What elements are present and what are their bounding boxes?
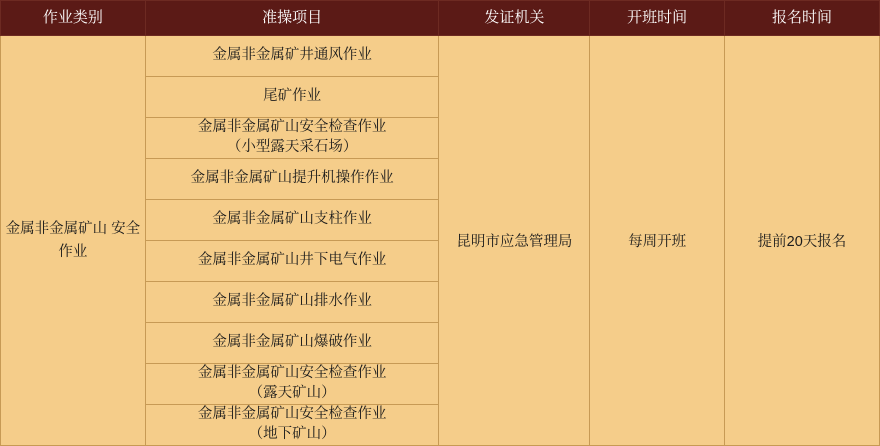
table-header-row	[1, 1, 880, 36]
item-cell	[145, 77, 439, 118]
category-label-line1: 金属非金属矿山	[5, 221, 108, 238]
item-label-line1: 金属非金属矿山安全检查作业	[197, 365, 387, 382]
table-row	[1, 36, 880, 77]
item-cell	[145, 364, 439, 405]
column-header-start-time: 开班时间	[590, 1, 725, 36]
column-header-issuer: 发证机关	[439, 1, 590, 36]
item-cell	[145, 159, 439, 200]
item-label-line1: 尾矿作业	[263, 88, 322, 105]
start-time-cell: 每周开班	[590, 36, 725, 446]
table-body	[1, 36, 880, 446]
table-header	[1, 1, 880, 36]
item-label-line2: （小型露天采石场）	[226, 139, 358, 155]
item-label-line1: 金属非金属矿山支柱作业	[212, 211, 372, 228]
item-cell	[145, 323, 439, 364]
item-cell	[145, 282, 439, 323]
issuer-cell: 昆明市应急管理局	[439, 36, 590, 446]
item-label-line2: （露天矿山）	[248, 385, 336, 401]
item-label-line1: 金属非金属矿山排水作业	[212, 293, 372, 310]
column-header-item: 准操项目	[145, 1, 439, 36]
category-label-line2: 安全作业	[58, 221, 141, 260]
item-label-line1: 金属非金属矿山提升机操作作业	[190, 170, 394, 187]
item-label-line2: （地下矿山）	[248, 426, 336, 442]
item-label-line1: 金属非金属矿山安全检查作业	[197, 406, 387, 423]
column-header-signup-time: 报名时间	[724, 1, 879, 36]
item-cell	[145, 241, 439, 282]
item-cell	[145, 200, 439, 241]
item-cell	[145, 405, 439, 446]
item-label-line1: 金属非金属矿山安全检查作业	[197, 119, 387, 136]
item-label-line1: 金属非金属矿井通风作业	[212, 47, 372, 64]
signup-time-cell: 提前20天报名	[724, 36, 879, 446]
item-cell	[145, 118, 439, 159]
category-cell	[1, 36, 146, 446]
column-header-category: 作业类别	[1, 1, 146, 36]
item-cell	[145, 36, 439, 77]
item-label-line1: 金属非金属矿山井下电气作业	[197, 252, 387, 269]
item-label-line1: 金属非金属矿山爆破作业	[212, 334, 372, 351]
